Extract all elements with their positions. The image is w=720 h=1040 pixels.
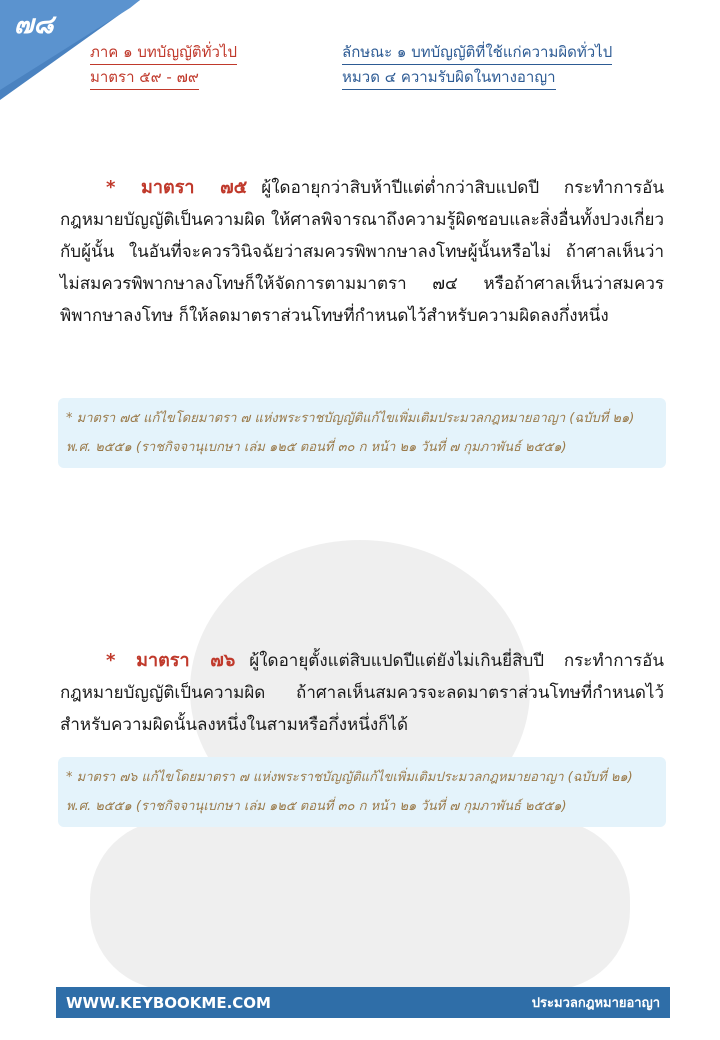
chapter-header <box>342 40 682 90</box>
amendment-note: * มาตรา ๗๖ แก้ไขโดยมาตรา ๗ แห่งพระราชบัญญัติแก้ไขเพิ่มเติมประมวลกฎหมายอาญา (ฉบับที่ ๒๑) พ.ศ. ๒๕๕๑ (ราชกิจจานุเบกษา เล่ม ๑๒๕ ตอนที่ ๓๐ ก หน้า ๒๑ วันที่ ๗ กุมภาพันธ์ ๒๕๕๑) <box>58 757 666 827</box>
amendment-note: * มาตรา ๗๕ แก้ไขโดยมาตรา ๗ แห่งพระราชบัญญัติแก้ไขเพิ่มเติมประมวลกฎหมายอาญา (ฉบับที่ ๒๑) พ.ศ. ๒๕๕๑ (ราชกิจจานุเบกษา เล่ม ๑๒๕ ตอนที่ ๓๐ ก หน้า ๒๑ วันที่ ๗ กุมภาพันธ์ ๒๕๕๑) <box>58 398 666 468</box>
website-link[interactable]: WWW.KEYBOOKME.COM <box>66 993 271 1012</box>
section-body: ผู้ใดอายุตั้งแต่สิบแปดปีแต่ยังไม่เกินยี่สิบปี กระทำการอันกฎหมายบัญญัติเป็นความผิด ถ้าศาลเห็นสมควรจะลดมาตราส่วนโทษที่กำหนดไว้สำหรับความผิดนั้นลงหนึ่งในสามหรือกึ่งหนึ่งก็ได้ <box>60 651 664 735</box>
chapter-title: หมวด ๔ ความรับผิดในทางอาญา <box>342 65 556 90</box>
page-number: ๗๘ <box>14 10 54 40</box>
section-76 <box>60 645 664 741</box>
section-title: * มาตรา ๗๖ <box>106 650 236 671</box>
part-title: ภาค ๑ บทบัญญัติทั่วไป <box>90 40 237 65</box>
section-75 <box>60 172 664 332</box>
section-title: * มาตรา ๗๕ <box>106 177 248 198</box>
section-body: ผู้ใดอายุกว่าสิบห้าปีแต่ต่ำกว่าสิบแปดปี กระทำการอันกฎหมายบัญญัติเป็นความผิด ให้ศาลพิจารณาถึงความรู้ผิดชอบและสิ่งอื่นทั้งปวงเกี่ยวกับผู้นั้น ในอันที่จะควรวินิจฉัยว่าสมควรพิพากษาลงโทษผู้นั้นหรือไม่ ถ้าศาลเห็นว่าไม่สมควรพิพากษาลงโทษก็ให้จัดการตามมาตรา ๗๔ หรือถ้าศาลเห็นว่าสมควรพิพากษาลงโทษ ก็ให้ลดมาตราส่วนโทษที่กำหนดไว้สำหรับความผิดลงกึ่งหนึ่ง <box>60 178 665 326</box>
footer-bar <box>56 987 670 1018</box>
part-header <box>90 40 290 90</box>
title-heading: ลักษณะ ๑ บทบัญญัติที่ใช้แก่ความผิดทั่วไป <box>342 40 612 65</box>
book-title: ประมวลกฎหมายอาญา <box>531 996 660 1011</box>
portrait-watermark <box>50 520 670 990</box>
section-range: มาตรา ๕๙ - ๗๙ <box>90 65 199 90</box>
